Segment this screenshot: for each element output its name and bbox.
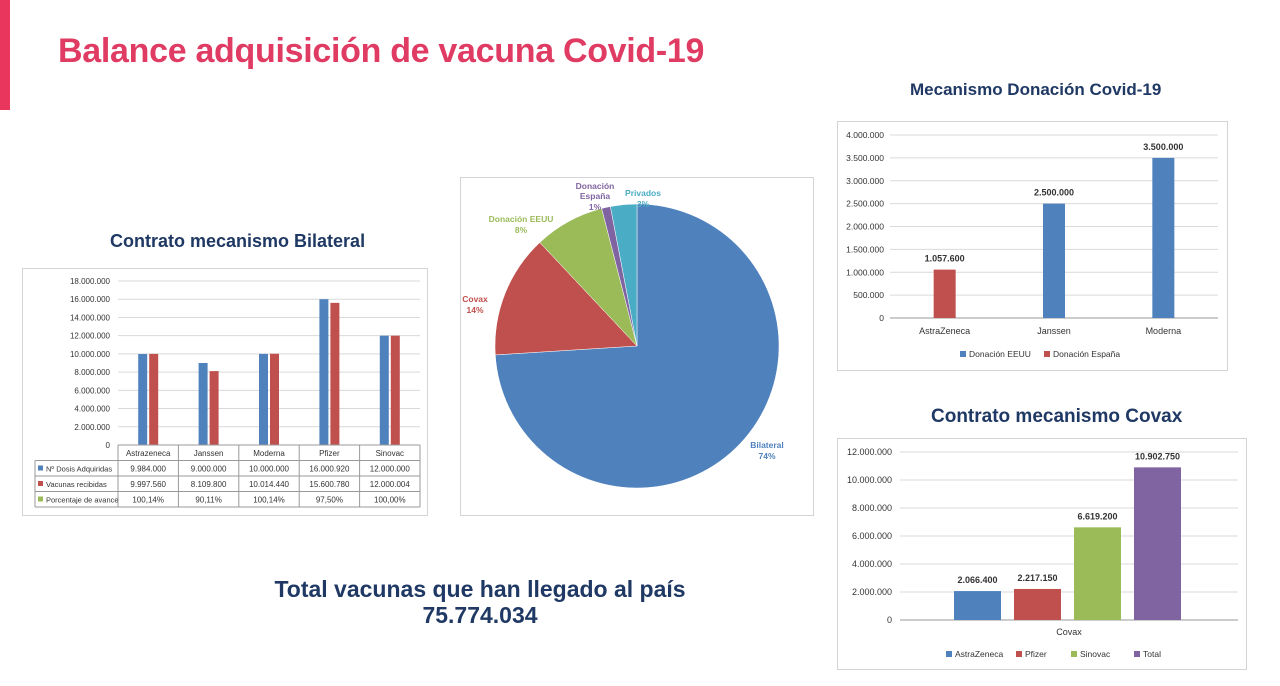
data-label: 2.217.150 — [1017, 572, 1058, 583]
legend-swatch — [1016, 651, 1022, 657]
bar-vacunas-recibidas-pfizer — [330, 303, 339, 445]
y-tick-label: 16.000.000 — [69, 295, 110, 305]
bar-total — [1134, 467, 1181, 620]
bar-astrazeneca — [954, 591, 1001, 620]
table-row-label: Vacunas recibidas — [46, 480, 107, 489]
covax-chart-title: Contrato mecanismo Covax — [931, 406, 1183, 427]
bar-n-dosis-adquiridas-pfizer — [319, 299, 328, 445]
table-cell: 9.997.560 — [130, 480, 166, 489]
y-tick-label: 10.000.000 — [69, 349, 110, 359]
bar-vacunas-recibidas-sinovac — [391, 336, 400, 445]
y-tick-label: 2.000.000 — [851, 587, 892, 597]
bar-n-dosis-adquiridas-moderna — [259, 354, 268, 445]
y-tick-label: 10.000.000 — [846, 475, 892, 485]
data-label: 10.902.750 — [1134, 451, 1181, 462]
bilateral-chart — [23, 269, 427, 515]
bar-donaci-n-eeuu-janssen — [1043, 204, 1065, 318]
table-cell: 8.109.800 — [190, 480, 227, 489]
table-cell: 15.600.780 — [309, 480, 350, 489]
covax-chart-frame — [837, 438, 1247, 670]
y-tick-label: 18.000.000 — [69, 277, 110, 286]
x-tick-label: Covax — [1056, 627, 1082, 637]
y-tick-label: 2.500.000 — [846, 198, 884, 209]
table-cell: 16.000.920 — [309, 464, 350, 474]
accent-bar — [0, 0, 10, 110]
legend-swatch — [38, 466, 43, 471]
table-cell: 100,14% — [132, 495, 164, 505]
pie-chart-frame — [460, 177, 814, 516]
y-tick-label: 4.000.000 — [851, 559, 892, 569]
y-tick-label: 0 — [879, 313, 884, 323]
x-tick-label: Janssen — [193, 449, 224, 458]
table-cell: 100,14% — [253, 495, 285, 505]
legend-swatch — [1071, 651, 1077, 657]
table-cell: 10.000.000 — [248, 464, 290, 474]
table-row-label: Porcentaje de avance — [46, 495, 119, 505]
y-tick-label: 4.000.000 — [74, 404, 110, 414]
pie-label-name: Donación EEUU — [488, 214, 554, 224]
x-tick-label: Moderna — [253, 449, 285, 458]
y-tick-label: 14.000.000 — [69, 313, 110, 323]
bar-n-dosis-adquiridas-sinovac — [380, 336, 389, 445]
y-tick-label: 4.000.000 — [846, 130, 884, 140]
x-tick-label: Pfizer — [319, 449, 340, 458]
data-label: 3.500.000 — [1143, 141, 1184, 152]
y-tick-label: 3.500.000 — [846, 152, 884, 163]
y-tick-label: 1.500.000 — [846, 244, 884, 255]
total-vaccines — [250, 576, 710, 628]
bar-pfizer — [1014, 589, 1061, 620]
data-label: 2.500.000 — [1033, 187, 1075, 198]
legend-swatch — [1044, 351, 1050, 357]
table-cell: 97,50% — [315, 495, 343, 505]
bar-n-dosis-adquiridas-janssen — [199, 363, 208, 445]
pie-label-name: España — [579, 191, 611, 201]
table-cell: 12.000.000 — [369, 464, 410, 474]
y-tick-label: 6.000.000 — [74, 386, 110, 396]
x-tick-label: Moderna — [1145, 326, 1182, 336]
table-cell: 12.000.004 — [369, 480, 410, 489]
pie-label-pct: 3% — [636, 199, 650, 209]
bilateral-chart-frame — [22, 268, 428, 516]
table-row-label: Nº Dosis Adquiridas — [46, 464, 113, 474]
legend-swatch — [38, 481, 43, 486]
total-value: 75.774.034 — [422, 602, 538, 628]
table-cell: 10.014.440 — [248, 480, 290, 489]
donacion-chart-frame — [837, 121, 1228, 371]
legend-swatch — [960, 351, 966, 357]
donacion-chart-title: Mecanismo Donación Covid-19 — [910, 80, 1162, 99]
table-cell: 9.984.000 — [130, 464, 166, 474]
pie-label-name: Bilateral — [750, 440, 784, 450]
y-tick-label: 0 — [105, 441, 110, 450]
pie-label-pct: 74% — [758, 451, 776, 461]
data-label: 2.066.400 — [957, 575, 998, 586]
y-tick-label: 2.000.000 — [846, 221, 884, 232]
bar-sinovac — [1074, 527, 1121, 620]
bar-donaci-n-espa-a-astrazeneca — [934, 270, 956, 318]
bar-vacunas-recibidas-janssen — [210, 371, 219, 445]
legend-label: AstraZeneca — [955, 649, 1004, 659]
bar-vacunas-recibidas-moderna — [270, 354, 279, 445]
legend-label: Sinovac — [1080, 649, 1111, 659]
y-tick-label: 8.000.000 — [74, 368, 110, 378]
total-label: Total vacunas que han llegado al país — [274, 576, 686, 602]
legend-label: Donación España — [1053, 349, 1121, 359]
pie-label-name: Covax — [462, 294, 488, 304]
legend-label: Pfizer — [1025, 649, 1047, 659]
legend-label: Total — [1143, 649, 1161, 659]
y-tick-label: 6.000.000 — [851, 531, 892, 541]
table-cell: 9.000.000 — [190, 464, 227, 474]
bar-vacunas-recibidas-astrazeneca — [149, 354, 158, 445]
table-cell: 90,11% — [195, 495, 222, 505]
legend-swatch — [1134, 651, 1140, 657]
pie-label-pct: 14% — [466, 305, 484, 315]
y-tick-label: 500.000 — [853, 290, 884, 301]
pie-label-pct: 1% — [588, 202, 602, 212]
legend-swatch — [38, 497, 43, 502]
x-tick-label: AstraZeneca — [919, 326, 971, 336]
legend-label: Donación EEUU — [969, 349, 1031, 359]
data-label: 6.619.200 — [1077, 511, 1118, 522]
y-tick-label: 12.000.000 — [69, 331, 110, 341]
y-tick-label: 2.000.000 — [74, 422, 110, 432]
y-tick-label: 8.000.000 — [851, 503, 892, 513]
x-tick-label: Astrazeneca — [125, 449, 171, 458]
pie-chart — [461, 178, 813, 515]
table-cell: 100,00% — [374, 495, 406, 505]
bar-n-dosis-adquiridas-astrazeneca — [138, 354, 147, 445]
y-tick-label: 12.000.000 — [846, 447, 892, 457]
covax-chart — [838, 439, 1246, 669]
x-tick-label: Sinovac — [375, 449, 405, 458]
pie-label-name: Donación — [575, 181, 615, 191]
y-tick-label: 3.000.000 — [846, 175, 884, 186]
y-tick-label: 1.000.000 — [846, 267, 884, 278]
page-title: Balance adquisición de vacuna Covid-19 — [58, 32, 705, 70]
y-tick-label: 0 — [886, 615, 892, 625]
bar-donaci-n-eeuu-moderna — [1152, 158, 1174, 318]
pie-label-name: Privados — [625, 188, 661, 198]
donacion-chart — [838, 122, 1227, 370]
bilateral-chart-title: Contrato mecanismo Bilateral — [110, 231, 366, 251]
pie-label-pct: 8% — [514, 225, 528, 235]
x-tick-label: Janssen — [1037, 326, 1071, 336]
data-label: 1.057.600 — [924, 253, 965, 264]
legend-swatch — [946, 651, 952, 657]
